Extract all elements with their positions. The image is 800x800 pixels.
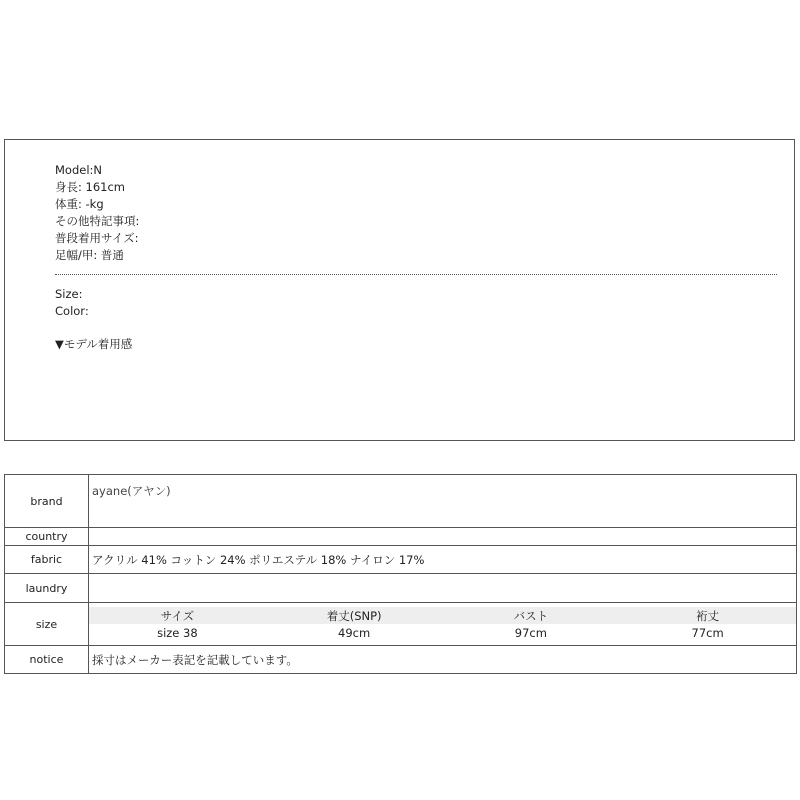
size-chart-sleeve: 77cm (691, 625, 724, 640)
size-chart-header-length: 着丈(SNP) (266, 607, 443, 624)
spec-row-fabric (5, 546, 797, 574)
notice-label: notice (5, 646, 89, 674)
size-chart-size: size 38 (157, 625, 198, 640)
dotted-divider (55, 274, 777, 275)
model-foot-width: 足幅/甲: 普通 (55, 248, 124, 262)
country-label: country (5, 528, 89, 546)
model-info-box (4, 139, 795, 441)
brand-value: ayane(アヤン) (89, 475, 797, 528)
worn-size-color (55, 286, 89, 320)
model-usual-size: 普段着用サイズ: (55, 231, 139, 245)
worn-size-label: Size: (55, 287, 83, 301)
model-name: Model:N (55, 163, 103, 177)
fabric-value: アクリル 41% コットン 24% ポリエステル 18% ナイロン 17% (89, 546, 797, 574)
spec-row-notice (5, 646, 797, 674)
size-chart-length: 49cm (338, 625, 371, 640)
brand-label: brand (5, 475, 89, 528)
fabric-label: fabric (5, 546, 89, 574)
size-label: size (5, 603, 89, 646)
product-spec-table (4, 474, 797, 674)
worn-color-label: Color: (55, 304, 89, 318)
size-chart-header (89, 607, 796, 624)
model-fit-heading: ▼モデル着用感 (55, 337, 133, 351)
size-chart-header-size: サイズ (89, 607, 266, 624)
spec-row-country (5, 528, 797, 546)
model-notes: その他特記事項: (55, 214, 140, 228)
notice-value: 採寸はメーカー表記を記載しています。 (89, 646, 797, 674)
country-value (89, 528, 797, 546)
model-details (55, 162, 139, 264)
spec-row-size (5, 603, 797, 646)
laundry-value (89, 574, 797, 603)
size-chart-row (89, 624, 796, 641)
model-height: 身長: 161cm (55, 180, 126, 194)
size-chart-cell (89, 603, 797, 646)
size-chart-header-sleeve: 裄丈 (619, 607, 796, 624)
size-chart (89, 607, 796, 641)
spec-row-laundry (5, 574, 797, 603)
laundry-label: laundry (5, 574, 89, 603)
size-chart-header-bust: バスト (443, 607, 620, 624)
spec-row-brand (5, 475, 797, 528)
size-chart-bust: 97cm (514, 625, 547, 640)
model-weight: 体重: -kg (55, 197, 104, 211)
